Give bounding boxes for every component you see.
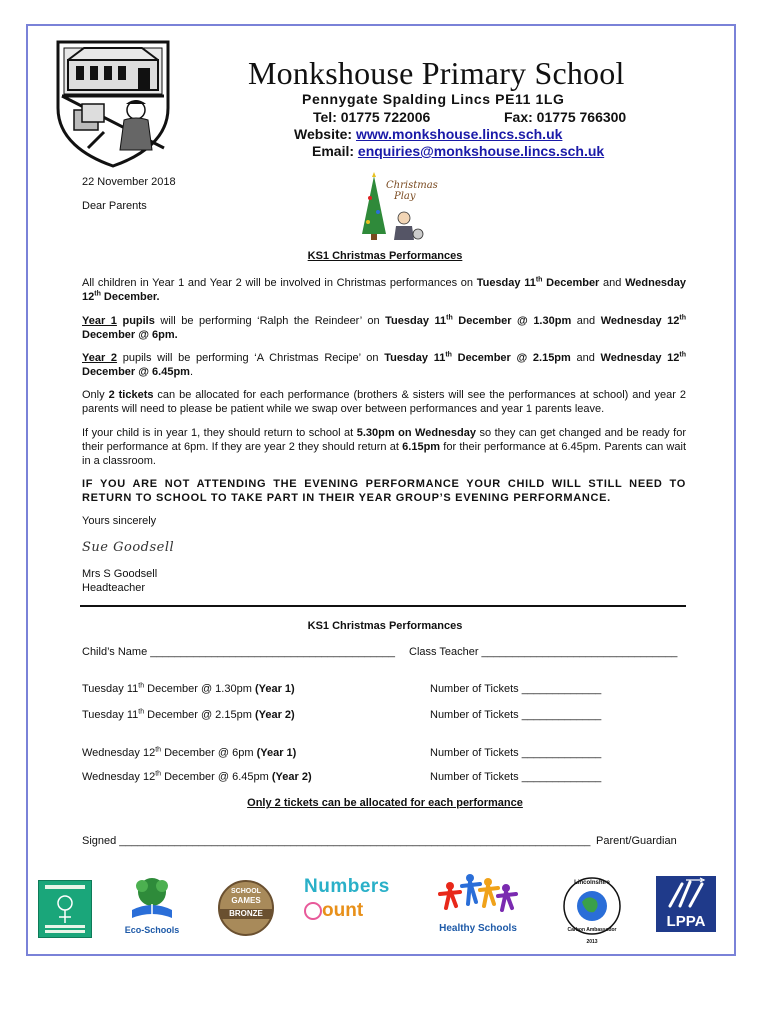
healthy-schools-text: Healthy Schools bbox=[439, 923, 517, 934]
closing: Yours sincerely bbox=[82, 515, 157, 527]
school-name: Monkshouse Primary School bbox=[248, 55, 625, 91]
parent-guardian-label: Parent/Guardian bbox=[596, 835, 677, 847]
signed-field[interactable]: Signed _____________________________________________________________________________ bbox=[82, 835, 591, 847]
telephone: Tel: 01775 722006 bbox=[313, 109, 431, 125]
numbers-count-logo bbox=[304, 876, 390, 936]
numbers-text: Numbers bbox=[304, 876, 390, 897]
email-link[interactable]: enquiries@monkshouse.lincs.sch.uk bbox=[357, 143, 605, 159]
paragraph-important-notice: IF YOU ARE NOT ATTENDING THE EVENING PERFORMANCE YOUR CHILD WILL STILL NEED TO RETURN TO SCHOOL TO TAKE PART IN THEIR YEAR GROUP’S EVENING PERFORMANCE. bbox=[82, 478, 686, 504]
carbon-top-text: Lincolnshire bbox=[574, 880, 610, 886]
email-line bbox=[312, 143, 604, 159]
carbon-ambassador-logo bbox=[560, 876, 624, 946]
signatory-role: Headteacher bbox=[82, 582, 145, 594]
eco-schools-logo bbox=[122, 874, 182, 936]
tickets-field-1[interactable]: Number of Tickets _____________ bbox=[430, 683, 602, 695]
count-c-icon bbox=[304, 902, 322, 920]
carbon-bottom-text: Carbon Ambassador bbox=[567, 927, 617, 933]
website-line bbox=[294, 126, 562, 142]
eco-schools-text: Eco-Schools bbox=[124, 925, 180, 935]
tickets-field-4[interactable]: Number of Tickets _____________ bbox=[430, 771, 602, 783]
tickets-field-2[interactable]: Number of Tickets _____________ bbox=[430, 709, 602, 721]
christmas-text: Christmas bbox=[386, 180, 438, 191]
class-teacher-field[interactable]: Class Teacher ________________________________ bbox=[409, 646, 678, 658]
lppa-text: LPPA bbox=[666, 913, 706, 930]
paragraph-year2: Year 2 pupils will be performing ‘A Christmas Recipe’ on Tuesday 11th December @ 2.15pm and Wednesday 12th December @ 6.45pm. bbox=[82, 351, 686, 378]
christmas-play-image bbox=[356, 168, 438, 244]
paragraph-year1: Year 1 pupils will be performing ‘Ralph the Reindeer’ on Tuesday 11th December @ 1.30pm and Wednesday 12th December @ 6pm. bbox=[82, 314, 687, 341]
tickets-field-3[interactable]: Number of Tickets _____________ bbox=[430, 747, 602, 759]
paragraph-tickets: Only 2 tickets can be allocated for each performance (brothers & sisters will see the performances at school) and year 2 parents will need to please be patient while we swap over between performances and year 1 parents leave. bbox=[82, 389, 686, 415]
school-crest-logo bbox=[54, 38, 172, 168]
count-text: ount bbox=[322, 900, 364, 921]
website-label: Website: bbox=[294, 126, 353, 142]
school-address: Pennygate Spalding Lincs PE11 1LG bbox=[302, 91, 565, 107]
signatory-name: Mrs S Goodsell bbox=[82, 568, 158, 580]
award-icon bbox=[39, 881, 91, 937]
paragraph-intro: All children in Year 1 and Year 2 will be involved in Christmas performances on Tuesday 11th December and Wednesday 12th December. bbox=[82, 276, 687, 303]
website-link[interactable]: www.monkshouse.lincs.sch.uk bbox=[355, 126, 563, 142]
letter-title: KS1 Christmas Performances bbox=[307, 250, 463, 262]
school-games-bronze-logo: SCHOOL GAMES BRONZE bbox=[218, 880, 274, 936]
carbon-year-text: 2013 bbox=[586, 939, 598, 945]
paragraph-return-times: If your child is in year 1, they should return to school at 5.30pm on Wednesday so they can get changed and be ready for their performance at 6pm. If they are year 2 they should return at 6.15pm for their performance at 6.45pm. Parents can wait in a classroom. bbox=[82, 427, 687, 467]
performance-row-label: Tuesday 11th December @ 2.15pm (Year 2) bbox=[82, 708, 295, 721]
greeting: Dear Parents bbox=[82, 200, 147, 212]
lppa-logo bbox=[656, 876, 716, 932]
ticket-limit-note: Only 2 tickets can be allocated for each performance bbox=[247, 797, 523, 809]
eco-schools-icon bbox=[122, 874, 182, 922]
healthy-schools-figures-icon bbox=[426, 870, 530, 918]
performance-row-label: Wednesday 12th December @ 6pm (Year 1) bbox=[82, 746, 297, 759]
child-name-field[interactable]: Child’s Name ________________________________________ bbox=[82, 646, 395, 658]
signature: Sue Goodsell bbox=[82, 540, 175, 555]
signatory-block bbox=[82, 567, 157, 595]
email-label: Email: bbox=[312, 143, 355, 159]
play-text: Play bbox=[394, 191, 416, 202]
green-award-logo bbox=[38, 880, 92, 938]
performance-row-label: Tuesday 11th December @ 1.30pm (Year 1) bbox=[82, 682, 295, 695]
letter-date: 22 November 2018 bbox=[82, 176, 176, 188]
healthy-schools-logo bbox=[426, 870, 530, 936]
lppa-emblem-icon bbox=[656, 876, 716, 910]
globe-icon bbox=[560, 876, 624, 946]
fax: Fax: 01775 766300 bbox=[504, 109, 627, 125]
divider bbox=[80, 605, 686, 607]
reply-slip-title: KS1 Christmas Performances bbox=[307, 620, 463, 632]
performance-row-label: Wednesday 12th December @ 6.45pm (Year 2) bbox=[82, 770, 312, 783]
